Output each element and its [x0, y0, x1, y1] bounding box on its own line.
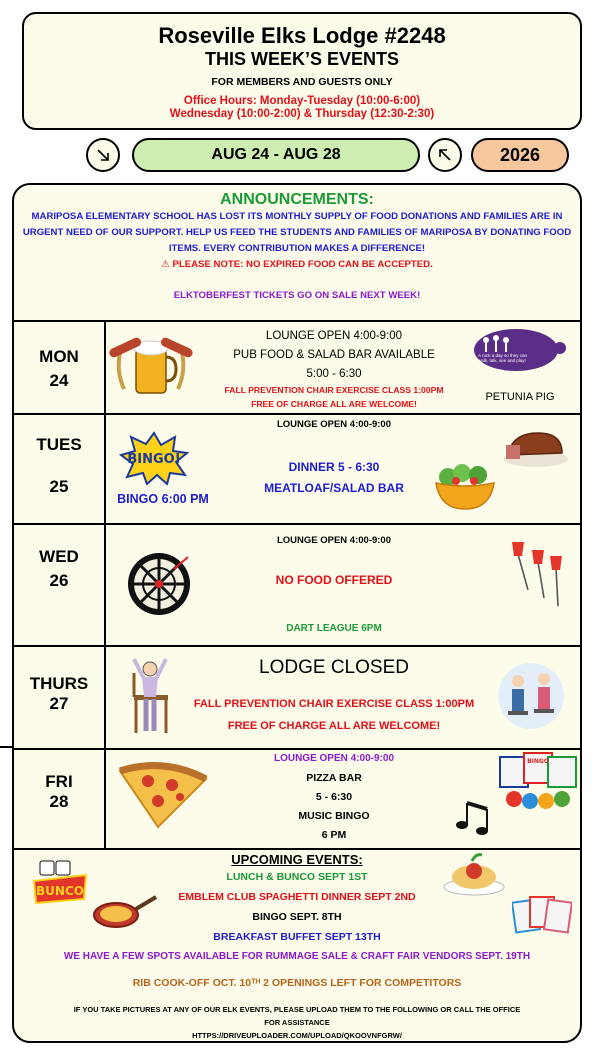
petunia-pig-label: PETUNIA PIG — [485, 391, 555, 403]
day-wed — [14, 545, 104, 593]
day-fri — [14, 770, 104, 814]
divider — [14, 523, 580, 525]
arrow-up-left-icon — [436, 146, 454, 164]
darts-icon — [498, 540, 574, 610]
day-mon — [14, 345, 104, 393]
day-thu — [14, 672, 104, 716]
upcoming-vendors: WE HAVE A FEW SPOTS AVAILABLE FOR RUMMAGE SALE & CRAFT FAIR VENDORS SEPT. 19TH — [63, 951, 531, 962]
arrow-down-right-icon — [94, 146, 112, 164]
header-box — [22, 12, 582, 130]
footer-text — [14, 1003, 580, 1042]
mon-exercise-class: FALL PREVENTION CHAIR EXERCISE CLASS 1:00PM — [224, 385, 444, 395]
mon-free-note: FREE OF CHARGE ALL ARE WELCOME! — [251, 399, 417, 409]
date-range: AUG 24 - AUG 28 — [132, 138, 420, 172]
elktoberfest-note: ELKTOBERFEST TICKETS GO ON SALE NEXT WEEK! — [173, 290, 421, 301]
fri-bingo-time: 6 PM — [321, 829, 347, 841]
spaghetti-icon — [442, 849, 506, 897]
next-week-button[interactable] — [428, 138, 462, 172]
tue-lounge: LOUNGE OPEN 4:00-9:00 — [276, 419, 392, 430]
music-notes-icon — [454, 797, 494, 837]
events-board — [12, 183, 582, 1043]
mon-exercise — [194, 383, 474, 411]
mon-details — [194, 327, 474, 384]
day-name: TUES — [36, 435, 82, 454]
footer-line2: FOR ASSISTANCE — [264, 1018, 330, 1027]
beer-sausage-icon — [106, 331, 196, 401]
divider-edge — [0, 746, 14, 748]
day-name: WED — [39, 547, 79, 566]
day-tue — [14, 433, 104, 457]
frying-pan-icon — [92, 893, 158, 929]
footer-line1: IF YOU TAKE PICTURES AT ANY OF OUR ELK EVENTS, PLEASE UPLOAD THEM TO THE FOLLOWING OR CALL THE OFFICE — [73, 1005, 521, 1014]
dartboard-icon — [126, 551, 192, 617]
thu-exercise — [164, 693, 504, 737]
fri-food-hours: 5 - 6:30 — [315, 791, 353, 803]
divider — [14, 320, 580, 322]
office-hours-line2: Wednesday (10:00-2:00) & Thursday (12:30-2:30) — [169, 108, 435, 120]
tue-bingo: BINGO 6:00 PM — [117, 492, 209, 506]
day-number: 25 — [49, 477, 69, 496]
divider — [14, 748, 580, 750]
expired-food-warning: ⚠ PLEASE NOTE: NO EXPIRED FOOD CAN BE ACCEPTED. — [161, 259, 433, 270]
meatloaf-icon — [498, 425, 570, 469]
prev-week-button[interactable] — [86, 138, 120, 172]
petunia-pig-logo — [472, 326, 566, 372]
announcements-title: ANNOUNCEMENTS: — [220, 191, 374, 208]
petunia-pig-logo-text: A rock a day so they can walk, talk, see and play! — [478, 353, 528, 363]
divider — [14, 645, 580, 647]
bingo-card-text: BINGO — [527, 758, 549, 765]
bingo-burst-text: BINGO! — [127, 452, 181, 467]
thu-exercise-class: FALL PREVENTION CHAIR EXERCISE CLASS 1:00PM — [193, 698, 475, 710]
upload-link[interactable]: HTTPS://DRIVEUPLOADER.COM/UPLOAD/QKOOVNFGRW/ — [192, 1031, 402, 1040]
day-name: FRI — [45, 772, 73, 791]
bunco-dice-icon — [32, 859, 88, 905]
lodge-title: Roseville Elks Lodge #2248 — [158, 23, 446, 48]
upcoming-breakfast: BREAKFAST BUFFET SEPT 13TH — [213, 931, 381, 943]
divider — [14, 413, 580, 415]
exercise-class-icon — [494, 661, 568, 731]
day-name: MON — [39, 347, 79, 366]
members-note: FOR MEMBERS AND GUESTS ONLY — [211, 76, 393, 88]
mon-food-hours: 5:00 - 6:30 — [306, 368, 362, 380]
day-number: 28 — [49, 792, 69, 811]
week-events-title: THIS WEEK’S EVENTS — [204, 49, 400, 69]
bingo-cards-icon — [498, 751, 578, 813]
bingo-burst-icon — [119, 431, 189, 485]
tue-menu: MEATLOAF/SALAD BAR — [264, 481, 404, 495]
year-badge: 2026 — [471, 138, 569, 172]
bunco-art-text: BUNCO — [36, 884, 84, 898]
day-name: THURS — [29, 674, 89, 693]
lodge-closed: LODGE CLOSED — [259, 657, 409, 678]
fri-details — [194, 769, 474, 845]
mon-lounge: LOUNGE OPEN 4:00-9:00 — [265, 330, 403, 342]
upcoming-bingo: BINGO SEPT. 8TH — [252, 911, 342, 923]
salad-bowl-icon — [430, 463, 500, 513]
wed-food: NO FOOD OFFERED — [275, 573, 393, 587]
thu-free-note: FREE OF CHARGE ALL ARE WELCOME! — [227, 720, 441, 732]
upcoming-title: UPCOMING EVENTS: — [231, 852, 363, 867]
day-number: 24 — [49, 371, 69, 390]
wed-lounge: LOUNGE OPEN 4:00-9:00 — [276, 535, 392, 546]
bingo-card-stack-icon — [512, 891, 572, 939]
fri-pizza-bar: PIZZA BAR — [306, 772, 362, 784]
announcement-body: MARIPOSA ELEMENTARY SCHOOL HAS LOST ITS MONTHLY SUPPLY OF FOOD DONATIONS AND FAMILIES ARE IN URGENT NEED OF OUR SUPPORT. HELP US FEED THE STUDENTS AND FAMILIES OF MARIPOSA BY DONATING FOOD ITEMS. EVERY CONTRIBUTION MAKES A DIFFERENCE! — [22, 211, 572, 254]
announcements-section — [14, 185, 580, 320]
day-tue-number — [14, 475, 104, 499]
upcoming-lunch-bunco: LUNCH & BUNCO SEPT 1ST — [226, 871, 368, 883]
fri-lounge: LOUNGE OPEN 4:00-9:00 — [273, 753, 395, 764]
wed-dart-league: DART LEAGUE 6PM — [286, 623, 382, 634]
tue-dinner: DINNER 5 - 6:30 — [288, 460, 380, 474]
upcoming-rib-cookoff: RIB COOK-OFF OCT. 10ᵀᴴ 2 OPENINGS LEFT FOR COMPETITORS — [132, 977, 462, 989]
mon-pub-food: PUB FOOD & SALAD BAR AVAILABLE — [233, 349, 435, 361]
fri-music-bingo: MUSIC BINGO — [298, 810, 370, 822]
day-number: 26 — [49, 571, 69, 590]
office-hours-line1: Office Hours: Monday-Tuesday (10:00-6:00) — [183, 95, 421, 107]
day-number: 27 — [49, 694, 69, 713]
upcoming-spaghetti: EMBLEM CLUB SPAGHETTI DINNER SEPT 2ND — [178, 891, 416, 903]
